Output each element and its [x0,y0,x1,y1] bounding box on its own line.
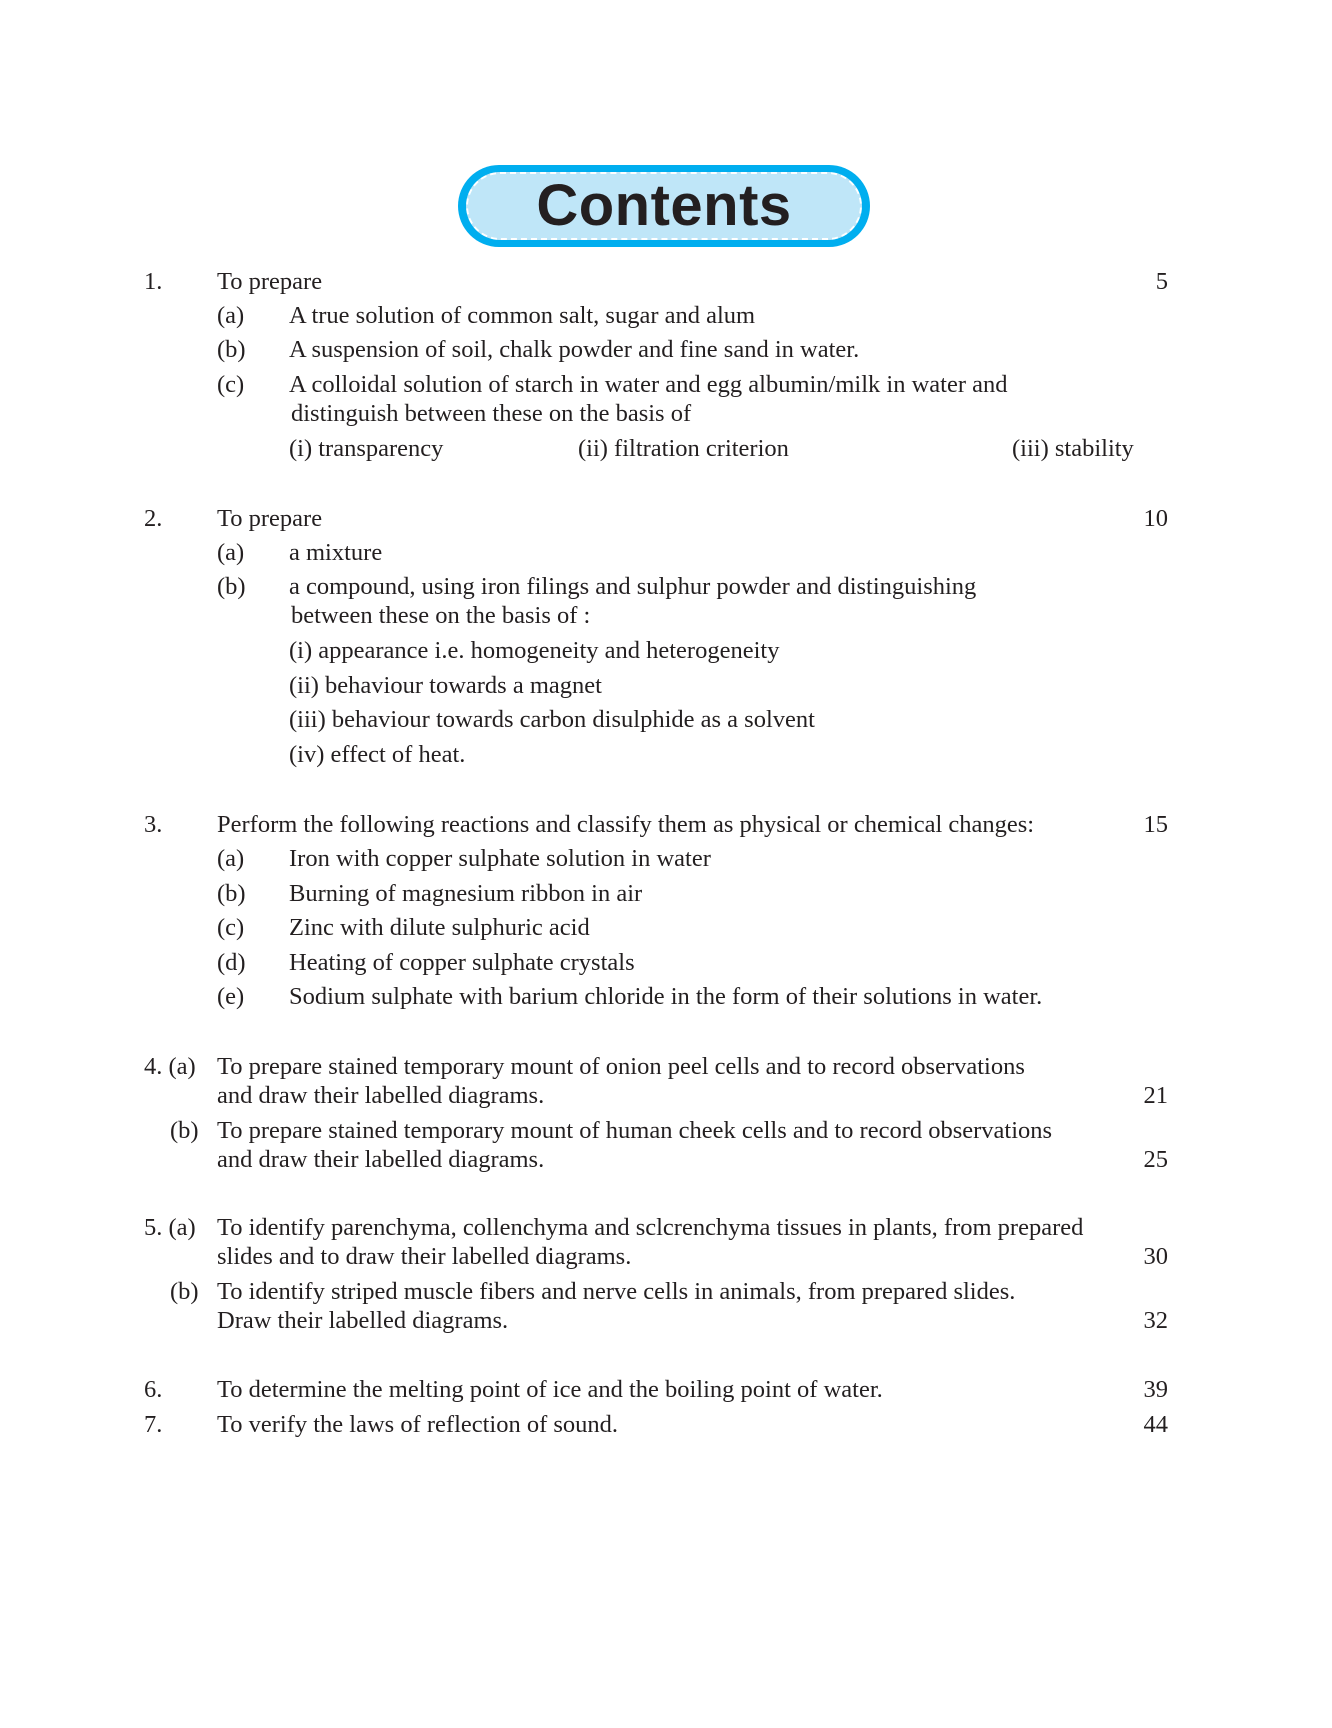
contents-title-badge [458,165,870,247]
sub-text: Burning of magnesium ribbon in air [289,880,643,907]
criterion: (i) transparency [289,435,444,462]
criterion: (ii) behaviour towards a magnet [289,672,602,699]
sub-text-continued: and draw their labelled diagrams. [217,1146,545,1173]
criterion: (iii) behaviour towards carbon disulphide as a solvent [289,706,815,733]
page-title: Contents [536,172,792,238]
sub-text: Sodium sulphate with barium chloride in the form of their solutions in water. [289,983,1043,1010]
sub-label: (c) [217,914,245,941]
item-title: To identify parenchyma, collenchyma and sclcrenchyma tissues in plants, from prepared [217,1214,1084,1241]
item-number: 3. [144,811,163,838]
sub-label: (b) [217,880,246,907]
item-title: To prepare stained temporary mount of onion peel cells and to record observations [217,1053,1025,1080]
page-number: 5 [1155,268,1168,295]
item-title-continued: and draw their labelled diagrams. [217,1082,545,1109]
page-number: 32 [1143,1307,1168,1334]
sub-text: Zinc with dilute sulphuric acid [289,914,590,941]
criterion: (iii) stability [1012,435,1134,462]
item-number: 7. [144,1411,163,1438]
page-number: 39 [1143,1376,1168,1403]
item-title: To prepare [217,505,323,532]
sub-label: (a) [217,539,245,566]
sub-label: (b) [217,336,246,363]
sub-label: (c) [217,371,245,398]
item-title-continued: slides and to draw their labelled diagrams. [217,1243,632,1270]
sub-text: A suspension of soil, chalk powder and fine sand in water. [289,336,860,363]
item-number: 6. [144,1376,163,1403]
item-title: Perform the following reactions and classify them as physical or chemical changes: [217,811,1035,838]
item-number: 1. [144,268,163,295]
page-number: 30 [1143,1243,1168,1270]
item-title: To determine the melting point of ice and the boiling point of water. [217,1376,883,1403]
sub-text-continued: distinguish between these on the basis of [291,400,692,427]
sub-label: (e) [217,983,245,1010]
page-number: 21 [1143,1082,1168,1109]
sub-text: a compound, using iron filings and sulphur powder and distinguishing [289,573,977,600]
sub-text-continued: Draw their labelled diagrams. [217,1307,509,1334]
sub-text: A colloidal solution of starch in water and egg albumin/milk in water and [289,371,1008,398]
sub-label: (a) [217,845,245,872]
sub-text: Heating of copper sulphate crystals [289,949,635,976]
sub-text-continued: between these on the basis of : [291,602,591,629]
sub-label: (b) [170,1117,199,1144]
sub-text: Iron with copper sulphate solution in water [289,845,711,872]
item-number: 4. (a) [144,1053,196,1080]
page-number: 44 [1143,1411,1168,1438]
page-number: 10 [1143,505,1168,532]
sub-text: a mixture [289,539,383,566]
criterion: (iv) effect of heat. [289,741,466,768]
page-number: 25 [1143,1146,1168,1173]
sub-text: A true solution of common salt, sugar and alum [289,302,756,329]
sub-label: (d) [217,949,246,976]
item-number: 2. [144,505,163,532]
sub-text: To prepare stained temporary mount of human cheek cells and to record observations [217,1117,1053,1144]
contents-title-badge-inner [466,172,862,240]
sub-label: (b) [217,573,246,600]
criterion: (ii) filtration criterion [578,435,789,462]
item-title: To prepare [217,268,323,295]
sub-label: (b) [170,1278,199,1305]
criterion: (i) appearance i.e. homogeneity and heterogeneity [289,637,780,664]
item-number: 5. (a) [144,1214,196,1241]
sub-label: (a) [217,302,245,329]
item-title: To verify the laws of reflection of sound. [217,1411,619,1438]
sub-text: To identify striped muscle fibers and nerve cells in animals, from prepared slides. [217,1278,1016,1305]
page-number: 15 [1143,811,1168,838]
